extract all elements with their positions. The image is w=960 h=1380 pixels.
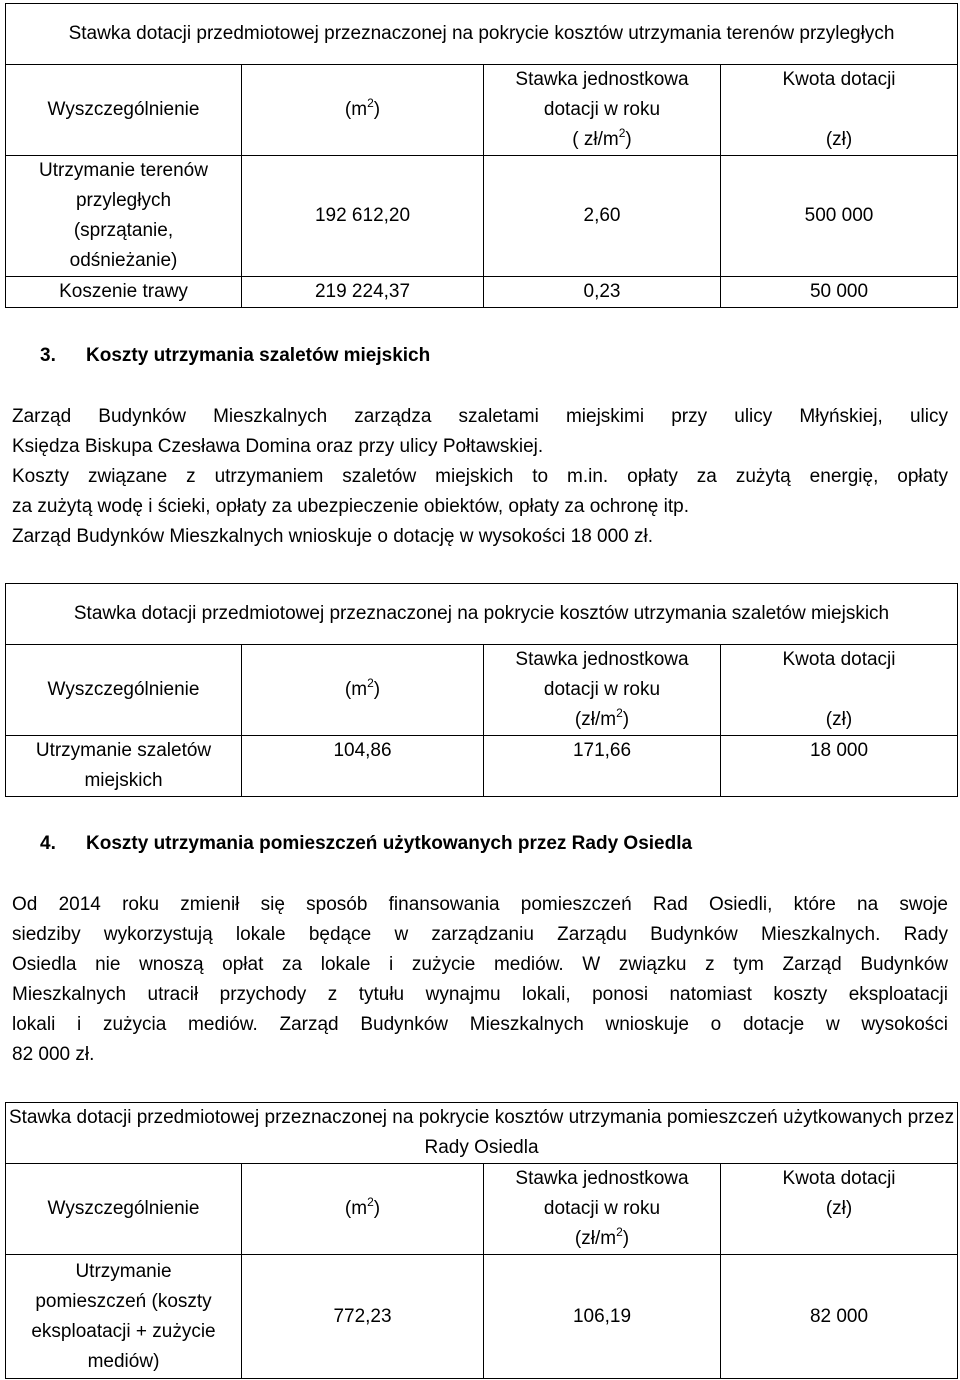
row-area: 104,86 <box>242 736 484 797</box>
header-rate-unit-close: ) <box>622 1228 630 1249</box>
paragraph-line: Mieszkalnych utracił przychody z tytułu wynajmu lokali, ponosi natomiast koszty eksploatacji <box>12 984 948 1005</box>
section-paragraph <box>12 402 948 552</box>
section-number: 3. <box>40 345 56 366</box>
header-area-close: ) <box>373 679 381 700</box>
header-rate-line2: dotacji w roku <box>543 99 661 120</box>
section-paragraph <box>12 890 948 1070</box>
header-area-sup: 2 <box>367 1194 374 1209</box>
header-area-close: ) <box>373 1198 381 1219</box>
subsidy-table-surroundings <box>5 3 958 308</box>
table-row <box>6 736 958 797</box>
header-rate-line1: Stawka jednostkowa <box>515 649 689 670</box>
header-unit-rate <box>484 1164 721 1255</box>
header-amount-line1: Kwota dotacji <box>782 1168 896 1189</box>
header-area-base: (m <box>344 99 368 120</box>
header-rate-unit-base: (zł/m <box>574 709 617 730</box>
row-description: Koszenie trawy <box>6 277 242 308</box>
header-area <box>242 1164 484 1255</box>
row-area: 192 612,20 <box>242 156 484 277</box>
paragraph-line: Koszty związane z utrzymaniem szaletów miejskich to m.in. opłaty za zużytą energię, opłaty <box>12 466 948 487</box>
row-rate: 0,23 <box>484 277 721 308</box>
header-description <box>6 645 242 736</box>
table-row <box>6 277 958 308</box>
section-number: 4. <box>40 833 56 854</box>
header-description <box>6 65 242 156</box>
header-area-sup: 2 <box>367 95 374 110</box>
header-description-text: Wyszczególnienie <box>47 679 200 700</box>
header-area-base: (m <box>344 679 368 700</box>
row-description-line: eksploatacji + zużycie <box>31 1320 216 1342</box>
header-amount-line2: (zł) <box>825 1198 853 1219</box>
header-rate-unit-sup: 2 <box>618 125 626 140</box>
header-amount-line1: Kwota dotacji <box>782 69 896 90</box>
table-title-text: Stawka dotacji przedmiotowej przeznaczonej na pokrycie kosztów utrzymania terenów przyległych <box>68 23 895 44</box>
row-description-line: Utrzymanie szaletów <box>35 740 212 761</box>
header-description <box>6 1164 242 1255</box>
table-title <box>6 584 958 645</box>
row-description <box>6 156 242 277</box>
header-rate-line3 <box>486 125 718 155</box>
header-area-base: (m <box>344 1198 368 1219</box>
row-rate: 106,19 <box>484 1255 721 1379</box>
header-rate-unit-sup: 2 <box>616 1224 623 1239</box>
header-amount <box>721 1164 958 1255</box>
header-rate-unit-close: ) <box>625 129 632 150</box>
paragraph-line: Osiedla nie wnoszą opłat za lokale i zużycie mediów. W związku z tym Zarząd Budynków <box>12 954 948 975</box>
header-rate-line1: Stawka jednostkowa <box>515 69 689 90</box>
header-rate-unit-base: ( zł/m <box>572 129 619 150</box>
paragraph-line: Od 2014 roku zmienił się sposób finansowania pomieszczeń Rad Osiedli, które na swoje <box>12 894 948 915</box>
header-rate-unit-sup: 2 <box>616 705 623 720</box>
row-rate: 171,66 <box>484 736 721 797</box>
row-description-line: odśnieżanie) <box>69 250 178 271</box>
table-header-row <box>6 645 958 736</box>
paragraph-line: 82 000 zł. <box>12 1044 95 1065</box>
section-heading <box>40 829 692 859</box>
header-amount-line1: Kwota dotacji <box>782 649 896 670</box>
section-title: Koszty utrzymania szaletów miejskich <box>86 345 431 366</box>
row-description-line: pomieszczeń (koszty <box>35 1290 212 1312</box>
table-title <box>6 4 958 65</box>
table-title-text: Stawka dotacji przedmiotowej przeznaczonej na pokrycie kosztów utrzymania pomieszczeń użytkowanych przez Rady Osiedla <box>8 1107 955 1158</box>
row-description <box>6 736 242 797</box>
section-heading <box>40 341 430 371</box>
row-description-line: Utrzymanie terenów <box>39 160 208 181</box>
row-description-line: Utrzymanie <box>75 1260 172 1282</box>
row-area: 772,23 <box>242 1255 484 1379</box>
row-amount: 50 000 <box>721 277 958 308</box>
header-amount-line2: (zł) <box>825 709 853 730</box>
row-amount: 82 000 <box>721 1255 958 1379</box>
header-area-close: ) <box>373 99 381 120</box>
header-area-sup: 2 <box>367 675 374 690</box>
table-header-row <box>6 1164 958 1255</box>
table-row <box>6 156 958 277</box>
header-rate-line3 <box>486 1224 718 1254</box>
row-amount: 18 000 <box>721 736 958 797</box>
header-area <box>242 645 484 736</box>
header-area <box>242 65 484 156</box>
row-description-line: mediów) <box>87 1350 160 1372</box>
table-title-text: Stawka dotacji przedmiotowej przeznaczonej na pokrycie kosztów utrzymania szaletów miejskich <box>73 603 890 624</box>
paragraph-line: lokali i zużycia mediów. Zarząd Budynków Mieszkalnych wnioskuje o dotacje w wysokości <box>12 1014 948 1035</box>
header-unit-rate <box>484 645 721 736</box>
row-description-line: (sprzątanie, <box>73 220 174 241</box>
header-description-text: Wyszczególnienie <box>47 1198 200 1219</box>
paragraph-line: Zarząd Budynków Mieszkalnych wnioskuje o dotację w wysokości 18 000 zł. <box>12 526 654 547</box>
header-unit-rate <box>484 65 721 156</box>
header-rate-unit-base: (zł/m <box>574 1228 617 1249</box>
table-title <box>6 1103 958 1164</box>
header-amount <box>721 645 958 736</box>
subsidy-table-toilets <box>5 583 958 797</box>
row-description-line: przyległych <box>75 190 172 211</box>
row-area: 219 224,37 <box>242 277 484 308</box>
header-amount <box>721 65 958 156</box>
header-rate-line1: Stawka jednostkowa <box>515 1168 689 1189</box>
header-rate-line3 <box>486 705 718 735</box>
paragraph-line: za zużytą wodę i ścieki, opłaty za ubezpieczenie obiektów, opłaty za ochronę itp. <box>12 496 689 517</box>
header-amount-line2: (zł) <box>825 129 853 150</box>
row-amount: 500 000 <box>721 156 958 277</box>
subsidy-table-district-councils <box>5 1102 958 1379</box>
row-description-line: miejskich <box>84 770 163 791</box>
row-rate: 2,60 <box>484 156 721 277</box>
header-rate-line2: dotacji w roku <box>543 679 661 700</box>
row-description <box>6 1255 242 1379</box>
section-title: Koszty utrzymania pomieszczeń użytkowanych przez Rady Osiedla <box>86 833 693 854</box>
header-rate-line2: dotacji w roku <box>543 1198 661 1219</box>
table-row <box>6 1255 958 1379</box>
table-header-row <box>6 65 958 156</box>
paragraph-line: siedziby wykorzystują lokale będące w zarządzaniu Zarządu Budynków Mieszkalnych. Rady <box>12 924 948 945</box>
paragraph-line: Zarząd Budynków Mieszkalnych zarządza szaletami miejskimi przy ulicy Młyńskiej, ulicy <box>12 406 948 427</box>
paragraph-line: Księdza Biskupa Czesława Domina oraz przy ulicy Połtawskiej. <box>12 436 544 457</box>
header-description-text: Wyszczególnienie <box>47 99 200 120</box>
header-rate-unit-close: ) <box>622 709 630 730</box>
